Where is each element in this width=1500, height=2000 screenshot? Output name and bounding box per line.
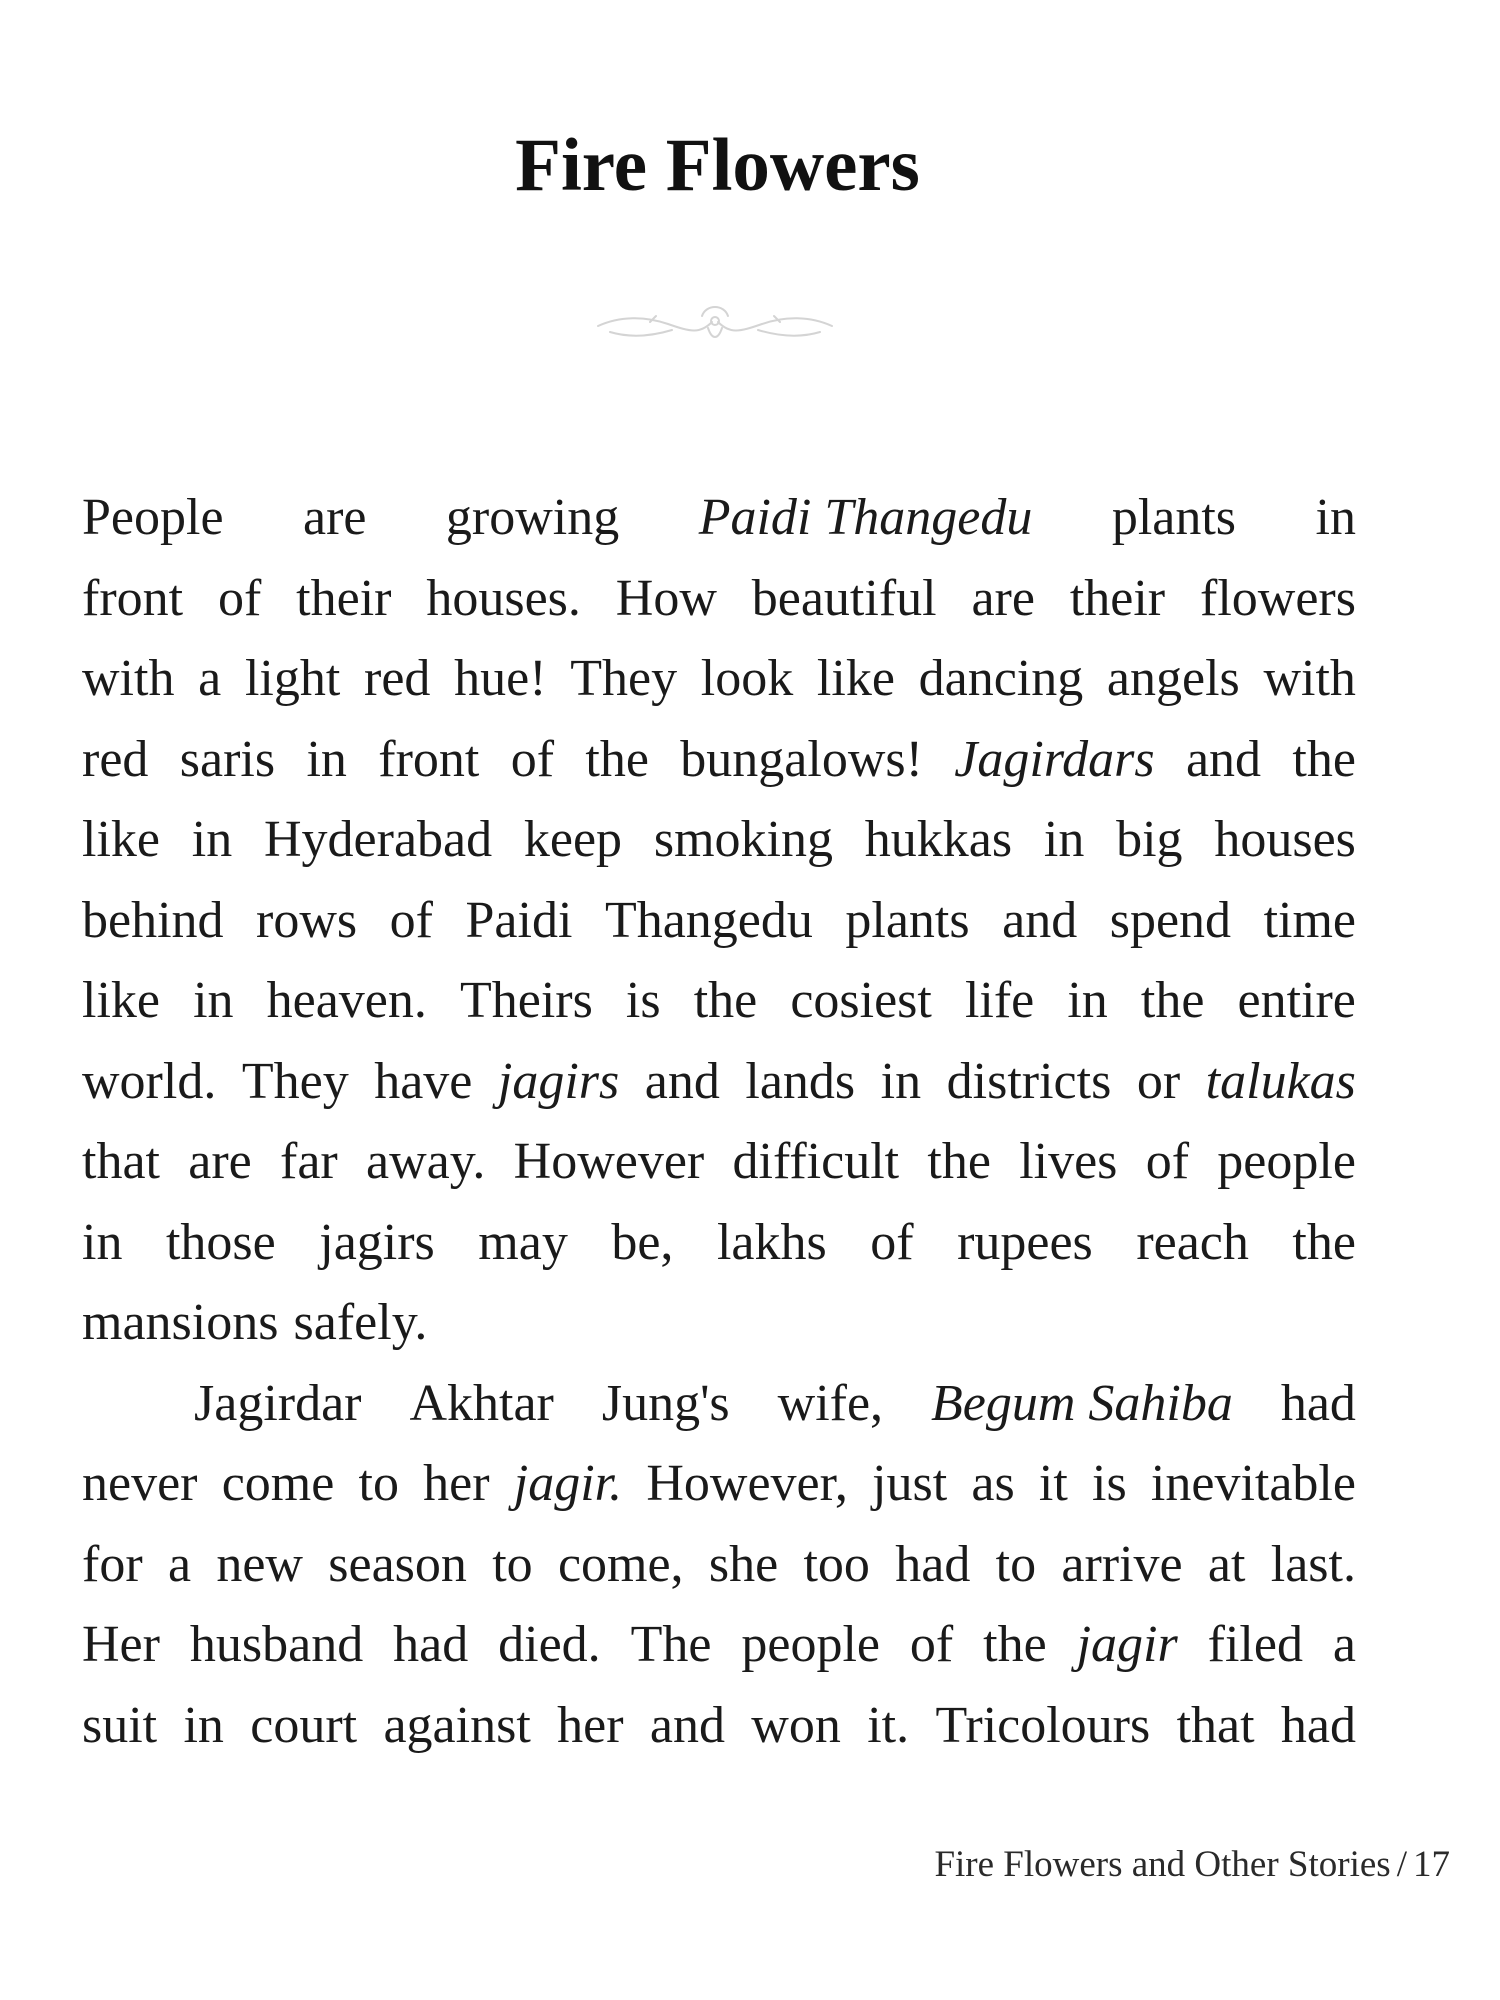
word: However — [513, 1133, 705, 1190]
word: arrive — [1061, 1535, 1183, 1593]
word: red — [364, 650, 431, 707]
text-line — [82, 1605, 1356, 1686]
word: as — [971, 1455, 1015, 1512]
word: with — [82, 650, 175, 707]
word: are — [971, 569, 1035, 627]
word: and — [1185, 730, 1262, 788]
italic-word: Sahiba — [1088, 1374, 1233, 1432]
word: had — [895, 1535, 971, 1593]
word: in — [183, 1696, 224, 1754]
word: houses — [1214, 811, 1356, 868]
running-footer — [934, 1846, 1450, 1883]
word: However, — [646, 1455, 848, 1512]
italic-word: jagir — [1076, 1616, 1178, 1673]
word: a — [198, 650, 222, 707]
word: in — [306, 730, 347, 788]
word: last. — [1270, 1535, 1356, 1593]
italic-word: Begum — [931, 1374, 1076, 1432]
word: red — [82, 730, 149, 788]
word: the — [983, 1616, 1047, 1673]
word: the — [585, 730, 649, 788]
word: mansions — [82, 1294, 279, 1351]
word: difficult — [732, 1133, 900, 1190]
word: like — [82, 811, 160, 868]
word: like — [82, 972, 160, 1029]
word: people — [1217, 1133, 1356, 1190]
word: of — [389, 891, 433, 949]
word: that — [1176, 1696, 1255, 1754]
word: died. — [498, 1616, 601, 1673]
word: to — [358, 1455, 399, 1512]
word: rupees — [957, 1213, 1093, 1271]
word: front — [378, 730, 480, 788]
word: in — [1043, 811, 1085, 868]
word: life — [964, 972, 1035, 1029]
word: in — [82, 1213, 123, 1271]
word: light — [244, 650, 341, 707]
text-line — [82, 1283, 1356, 1364]
word: filed — [1207, 1616, 1303, 1673]
word: inevitable — [1150, 1455, 1356, 1512]
italic-word: jagirs — [497, 1052, 620, 1110]
word: of — [870, 1213, 914, 1271]
word: They — [241, 1052, 349, 1110]
word: that — [82, 1133, 160, 1190]
word: for — [82, 1535, 143, 1593]
word: won — [751, 1696, 841, 1754]
page-number: 17 — [1413, 1844, 1450, 1885]
text-line — [82, 1122, 1356, 1203]
word: their — [296, 569, 392, 627]
word: plants — [845, 891, 970, 949]
word: in — [191, 811, 233, 868]
word: are — [302, 489, 367, 546]
italic-word: Paidi — [698, 489, 812, 546]
word: Her — [82, 1616, 160, 1673]
word: is — [1092, 1455, 1127, 1512]
text-line — [82, 1444, 1356, 1525]
word: Thangedu — [604, 891, 813, 949]
word: court — [250, 1696, 358, 1754]
word: have — [374, 1052, 473, 1110]
word: too — [803, 1535, 870, 1593]
word: just — [872, 1455, 948, 1512]
text-line — [82, 1686, 1356, 1767]
word: husband — [189, 1616, 364, 1673]
word: lives — [1019, 1133, 1118, 1190]
footer-separator: / — [1396, 1844, 1407, 1885]
word: had — [393, 1616, 469, 1673]
word: flowers — [1200, 569, 1356, 627]
word: rows — [256, 891, 358, 949]
word: growing — [445, 489, 620, 546]
word: new — [216, 1535, 303, 1593]
word: suit — [82, 1696, 158, 1754]
decorative-flourish-icon — [590, 294, 840, 352]
word: hukkas — [864, 811, 1013, 868]
word: houses. — [426, 569, 581, 627]
word: a — [167, 1535, 192, 1593]
word: against — [383, 1696, 531, 1754]
word: big — [1116, 811, 1183, 868]
word: plants — [1111, 489, 1237, 546]
text-line — [82, 720, 1356, 801]
word: safely. — [293, 1294, 428, 1351]
word: People — [82, 489, 224, 546]
word: of — [217, 569, 262, 627]
word: The — [630, 1616, 712, 1673]
word: the — [1292, 730, 1356, 788]
word: never — [82, 1455, 198, 1512]
italic-word: Thangedu — [824, 489, 1033, 546]
word: or — [1136, 1052, 1181, 1110]
story-text — [82, 478, 1356, 1766]
word: cosiest — [790, 972, 932, 1029]
word: a — [1332, 1616, 1356, 1673]
word: districts — [946, 1052, 1112, 1110]
word: smoking — [653, 811, 833, 868]
word: away. — [366, 1133, 486, 1190]
chapter-title: Fire Flowers — [515, 124, 920, 207]
word: it. — [867, 1696, 910, 1754]
word: of — [909, 1616, 954, 1673]
word: How — [615, 569, 717, 627]
text-line — [82, 1203, 1356, 1284]
word: and — [644, 1052, 720, 1110]
word: of — [510, 730, 555, 788]
word: bungalows! — [680, 730, 923, 788]
text-line — [82, 1364, 1356, 1445]
word: people — [741, 1616, 880, 1673]
word: Paidi — [465, 891, 573, 949]
word: wife, — [777, 1374, 884, 1432]
word: their — [1069, 569, 1166, 627]
word: those — [165, 1213, 276, 1271]
word: front — [82, 569, 184, 627]
word: Hyderabad — [264, 811, 493, 868]
word: at — [1207, 1535, 1246, 1593]
italic-word: jagir. — [513, 1455, 623, 1512]
text-line — [82, 478, 1356, 559]
text-line — [82, 800, 1356, 881]
word: like — [816, 650, 895, 707]
word: beautiful — [751, 569, 937, 627]
word: hue! — [454, 650, 547, 707]
text-line — [82, 1042, 1356, 1123]
text-line — [82, 881, 1356, 962]
word: to — [492, 1535, 533, 1593]
text-line — [82, 961, 1356, 1042]
word: of — [1145, 1133, 1190, 1190]
word: are — [188, 1133, 252, 1190]
footer-book-title: Fire Flowers and Other Stories — [934, 1844, 1391, 1885]
text-line — [82, 639, 1356, 720]
word: she — [708, 1535, 779, 1593]
word: come, — [557, 1535, 684, 1593]
word: lakhs — [716, 1213, 827, 1271]
word: the — [1292, 1213, 1356, 1271]
word: to — [995, 1535, 1037, 1593]
word: had — [1280, 1696, 1356, 1754]
word: may — [478, 1213, 568, 1271]
word: the — [1140, 972, 1205, 1029]
word: and — [1002, 891, 1078, 949]
word: it — [1038, 1455, 1068, 1512]
word: in — [880, 1052, 922, 1110]
word: in — [1067, 972, 1108, 1029]
word: keep — [523, 811, 623, 868]
text-line — [82, 559, 1356, 640]
word: Tricolours — [935, 1696, 1151, 1754]
word: Jagirdar — [194, 1374, 362, 1432]
word: her — [423, 1455, 490, 1512]
word: reach — [1136, 1213, 1249, 1271]
word: angels — [1106, 650, 1240, 707]
word: entire — [1237, 972, 1356, 1029]
word: come — [221, 1455, 335, 1512]
word: They — [570, 650, 678, 707]
word: in — [1315, 489, 1356, 546]
word: Theirs — [459, 972, 593, 1029]
word: with — [1263, 650, 1356, 707]
word: world. — [82, 1052, 217, 1110]
word: time — [1263, 891, 1356, 949]
word: be, — [611, 1213, 674, 1271]
word: in — [193, 972, 234, 1029]
word: had — [1280, 1374, 1356, 1432]
word: saris — [179, 730, 276, 788]
word: Jung's — [601, 1374, 730, 1432]
word: the — [693, 972, 758, 1029]
word: her — [557, 1696, 624, 1754]
word: behind — [82, 891, 224, 949]
word: dancing — [918, 650, 1084, 707]
word: season — [328, 1535, 467, 1593]
text-line — [82, 1525, 1356, 1606]
italic-word: talukas — [1205, 1052, 1356, 1110]
word: the — [927, 1133, 991, 1190]
word: spend — [1109, 891, 1232, 949]
word: look — [700, 650, 794, 707]
italic-word: Jagirdars — [954, 730, 1155, 788]
word: heaven. — [266, 972, 427, 1029]
word: Akhtar — [409, 1374, 554, 1432]
word: jagirs — [319, 1213, 435, 1271]
word: is — [625, 972, 661, 1029]
word: and — [649, 1696, 725, 1754]
word: far — [280, 1133, 338, 1190]
word: lands — [745, 1052, 856, 1110]
